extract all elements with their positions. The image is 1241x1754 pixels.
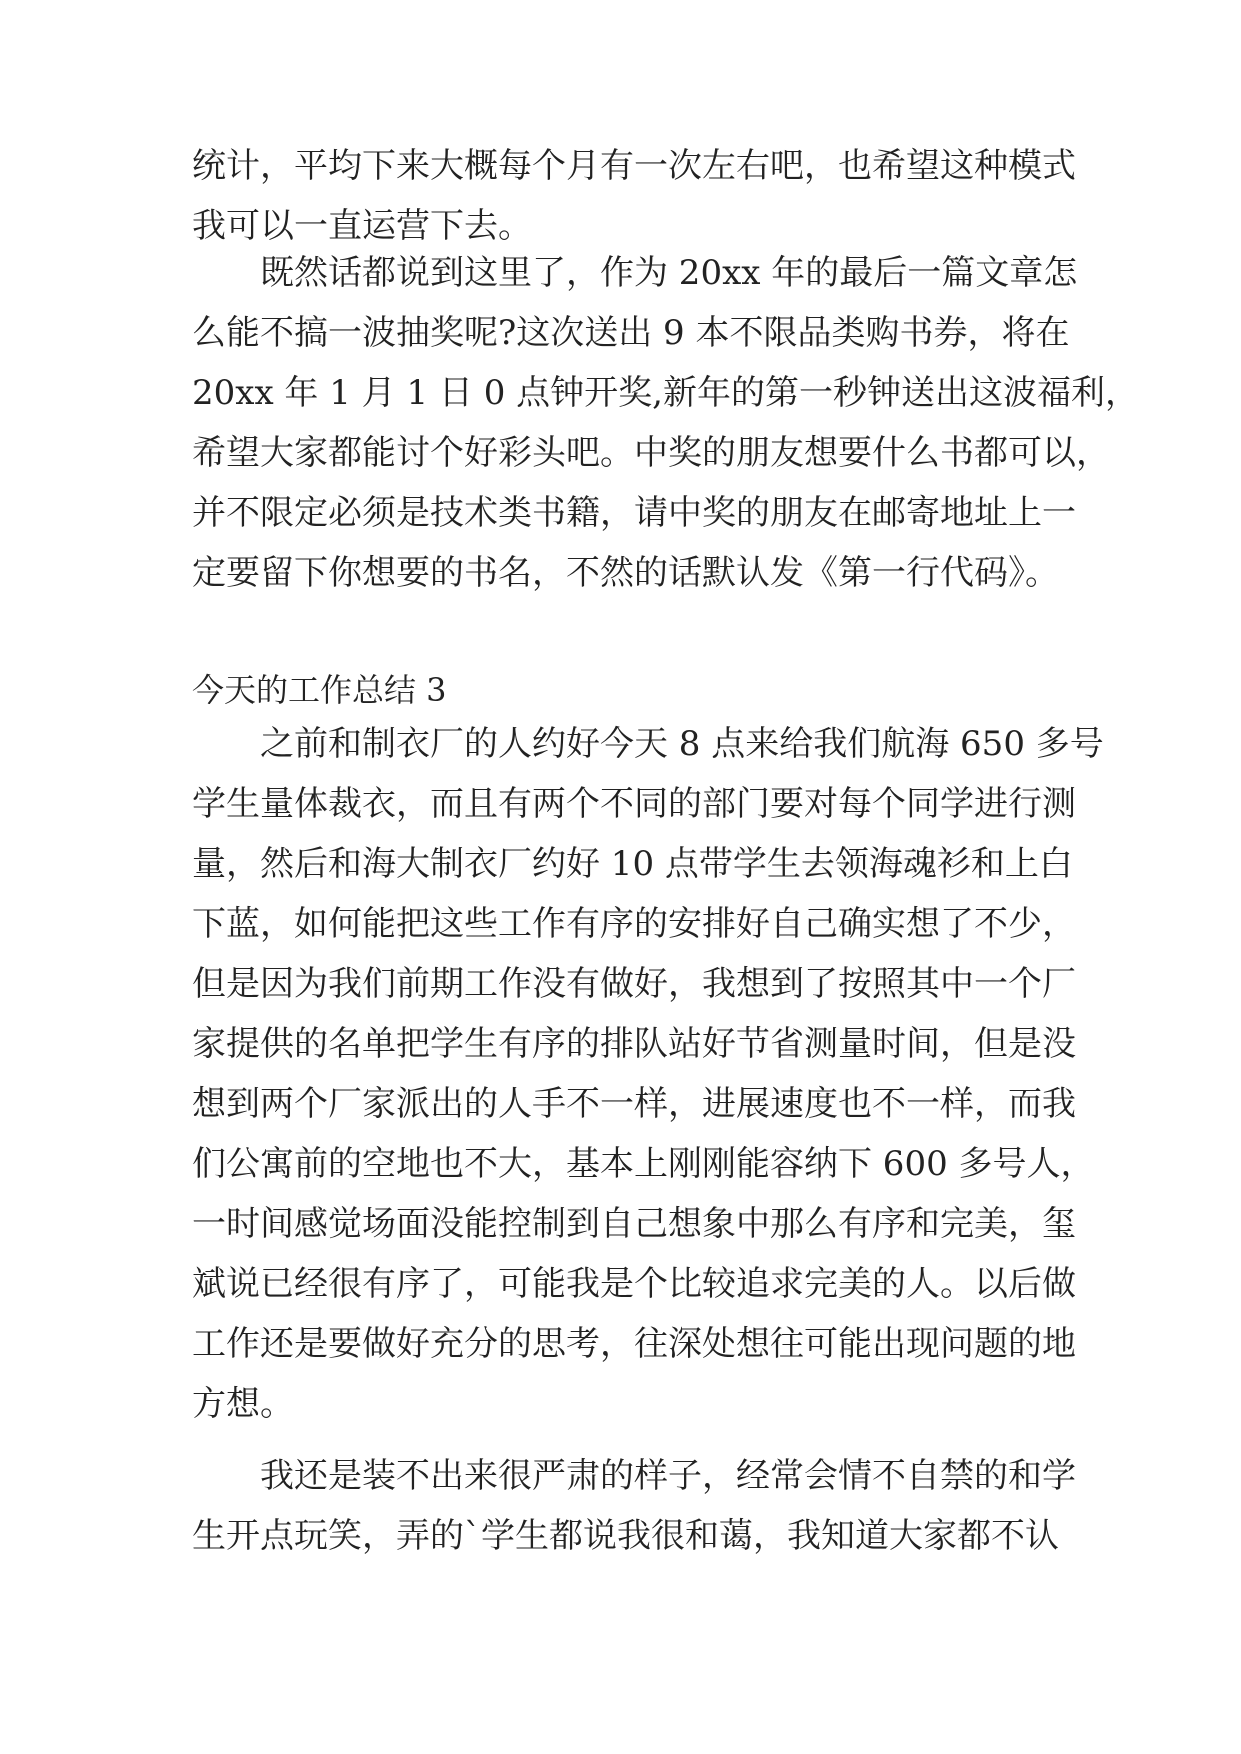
- text-line: 下蓝，如何能把这些工作有序的安排好自己确实想了不少，: [192, 904, 1076, 944]
- paragraph-lottery: [192, 243, 1139, 603]
- text-line: 希望大家都能讨个好彩头吧。中奖的朋友想要什么书都可以，: [192, 433, 1110, 473]
- text-line: 一时间感觉场面没能控制到自己想象中那么有序和完美，玺: [192, 1204, 1076, 1244]
- text-line: 20xx 年 1 月 1 日 0 点钟开奖,新年的第一秒钟送出这波福利，: [192, 373, 1139, 413]
- paragraph-students: [192, 1446, 1076, 1566]
- text-line: 既然话都说到这里了，作为 20xx 年的最后一篇文章怎: [260, 253, 1078, 293]
- section-heading-block: [192, 660, 1052, 720]
- text-line: 方想。: [192, 1384, 294, 1424]
- text-line: 统计，平均下来大概每个月有一次左右吧，也希望这种模式: [192, 146, 1076, 186]
- text-line: 么能不搞一波抽奖呢?这次送出 9 本不限品类购书券，将在: [192, 313, 1070, 353]
- text-line: 斌说已经很有序了，可能我是个比较追求完美的人。以后做: [192, 1264, 1076, 1304]
- text-line: 并不限定必须是技术类书籍，请中奖的朋友在邮寄地址上一: [192, 493, 1076, 533]
- text-line: 定要留下你想要的书名，不然的话默认发《第一行代码》。: [192, 553, 1059, 593]
- text-line: 家提供的名单把学生有序的排队站好节省测量时间，但是没: [192, 1024, 1076, 1064]
- paragraph-continued: [192, 136, 1076, 256]
- text-line: 们公寓前的空地也不大，基本上刚刚能容纳下 600 多号人，: [192, 1144, 1095, 1184]
- paragraph-uniforms: [192, 714, 1104, 1434]
- section-heading: 今天的工作总结 3: [192, 671, 447, 709]
- text-line: 我还是装不出来很严肃的样子，经常会情不自禁的和学: [260, 1456, 1076, 1496]
- text-line: 之前和制衣厂的人约好今天 8 点来给我们航海 650 多号: [260, 724, 1104, 764]
- text-line: 我可以一直运营下去。: [192, 206, 532, 246]
- text-line: 学生量体裁衣，而且有两个不同的部门要对每个同学进行测: [192, 784, 1076, 824]
- text-line: 想到两个厂家派出的人手不一样，进展速度也不一样，而我: [192, 1084, 1076, 1124]
- text-line: 但是因为我们前期工作没有做好，我想到了按照其中一个厂: [192, 964, 1076, 1004]
- text-line: 生开点玩笑，弄的`学生都说我很和蔼，我知道大家都不认: [192, 1516, 1059, 1556]
- text-line: 量，然后和海大制衣厂约好 10 点带学生去领海魂衫和上白: [192, 844, 1073, 884]
- text-line: 工作还是要做好充分的思考，往深处想往可能出现问题的地: [192, 1324, 1076, 1364]
